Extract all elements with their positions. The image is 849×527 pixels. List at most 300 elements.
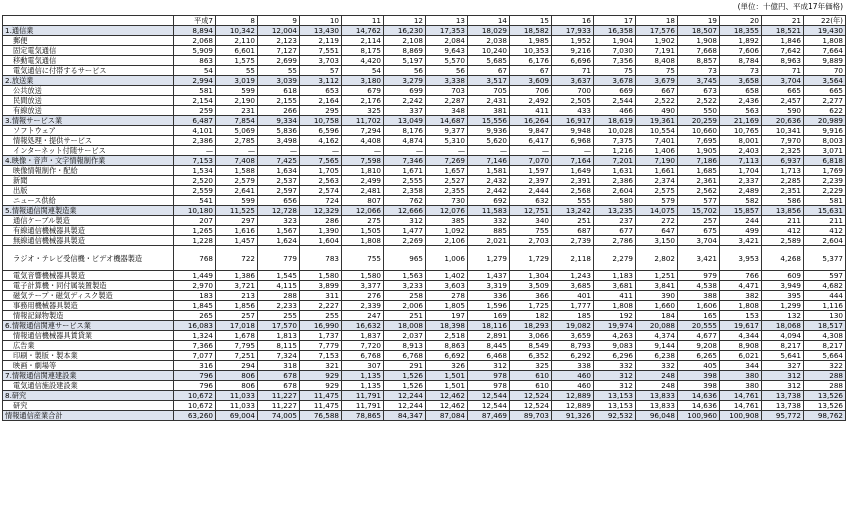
value-cell: 398 xyxy=(678,381,720,391)
value-cell: 1,845 xyxy=(174,301,216,311)
value-cell: 1,808 xyxy=(804,36,846,46)
value-cell: 675 xyxy=(678,226,720,236)
value-cell: 1,616 xyxy=(216,226,258,236)
value-cell: 20,259 xyxy=(678,116,720,126)
value-cell: 1,406 xyxy=(636,146,678,156)
header-year-cell: 15 xyxy=(510,16,552,26)
value-cell: 16,358 xyxy=(594,26,636,36)
value-cell: 9,916 xyxy=(804,126,846,136)
value-cell: 312 xyxy=(594,371,636,381)
value-cell: 332 xyxy=(468,216,510,226)
row-label: 情報通信産業合計 xyxy=(3,411,174,421)
table-row xyxy=(3,56,846,66)
value-cell: 3,112 xyxy=(300,76,342,86)
value-cell: — xyxy=(384,146,426,156)
category-row xyxy=(3,116,846,126)
value-cell: 16,990 xyxy=(300,321,342,331)
value-cell: 12,329 xyxy=(300,206,342,216)
value-cell: — xyxy=(552,146,594,156)
value-cell: 2,403 xyxy=(720,146,762,156)
value-cell: 2,277 xyxy=(804,96,846,106)
value-cell: 692 xyxy=(468,196,510,206)
value-cell: 1,725 xyxy=(510,301,552,311)
value-cell: 312 xyxy=(594,381,636,391)
total-row xyxy=(3,411,846,421)
value-cell: 1,846 xyxy=(762,36,804,46)
value-cell: 12,666 xyxy=(384,206,426,216)
table-row xyxy=(3,301,846,311)
value-cell: 56 xyxy=(426,66,468,76)
value-cell: 325 xyxy=(510,361,552,371)
value-cell: 412 xyxy=(762,226,804,236)
value-cell: 16,083 xyxy=(174,321,216,331)
value-cell: 337 xyxy=(384,106,426,116)
value-cell: 665 xyxy=(804,86,846,96)
row-label: 移動電気通信 xyxy=(3,56,174,66)
value-cell: 13,526 xyxy=(804,391,846,401)
value-cell: 1,299 xyxy=(762,301,804,311)
value-cell: 56 xyxy=(384,66,426,76)
value-cell: 2,492 xyxy=(510,96,552,106)
value-cell: 2,432 xyxy=(468,176,510,186)
value-cell: — xyxy=(468,146,510,156)
header-year-cell: 16 xyxy=(552,16,594,26)
value-cell: 1,534 xyxy=(174,166,216,176)
value-cell: 11,033 xyxy=(216,401,258,411)
value-cell: 9,144 xyxy=(636,341,678,351)
value-cell: 3,679 xyxy=(636,76,678,86)
value-cell: 8,913 xyxy=(384,341,426,351)
value-cell: 398 xyxy=(678,371,720,381)
value-cell: 7,251 xyxy=(216,351,258,361)
value-cell: 1,449 xyxy=(174,271,216,281)
value-cell: 656 xyxy=(258,196,300,206)
value-cell: 3,703 xyxy=(300,56,342,66)
table-row xyxy=(3,36,846,46)
value-cell: 6,296 xyxy=(594,351,636,361)
value-cell: 687 xyxy=(552,226,594,236)
value-cell: 8,963 xyxy=(762,56,804,66)
value-cell: 3,279 xyxy=(384,76,426,86)
value-cell: 237 xyxy=(594,216,636,226)
value-cell: 278 xyxy=(426,291,468,301)
value-cell: 332 xyxy=(594,361,636,371)
value-cell: 12,462 xyxy=(426,401,468,411)
value-cell: 2,339 xyxy=(342,301,384,311)
category-row xyxy=(3,26,846,36)
value-cell: 807 xyxy=(342,196,384,206)
value-cell: 11,583 xyxy=(468,206,510,216)
value-cell: 1,437 xyxy=(468,271,510,281)
value-cell: 7,186 xyxy=(678,156,720,166)
value-cell: 12,524 xyxy=(510,391,552,401)
value-cell: 2,239 xyxy=(804,176,846,186)
value-cell: 13,738 xyxy=(762,391,804,401)
value-cell: 244 xyxy=(720,216,762,226)
value-cell: 10,672 xyxy=(174,401,216,411)
value-cell: 929 xyxy=(300,381,342,391)
value-cell: 541 xyxy=(174,196,216,206)
value-cell: 5,664 xyxy=(804,351,846,361)
value-cell: 2,597 xyxy=(258,186,300,196)
value-cell: 10,672 xyxy=(174,391,216,401)
value-cell: 3,899 xyxy=(300,281,342,291)
row-label: 磁気テープ・磁気ディスク製造 xyxy=(3,291,174,301)
value-cell: 11,475 xyxy=(300,401,342,411)
value-cell: 1,457 xyxy=(216,236,258,246)
table-row xyxy=(3,351,846,361)
value-cell: 632 xyxy=(510,196,552,206)
table-row xyxy=(3,236,846,246)
value-cell: 4,094 xyxy=(762,331,804,341)
value-cell: 2,522 xyxy=(636,96,678,106)
row-label: 有線放送 xyxy=(3,106,174,116)
value-cell: 3,685 xyxy=(552,281,594,291)
value-cell: 2,358 xyxy=(384,186,426,196)
value-cell: 609 xyxy=(762,271,804,281)
value-cell: 5,570 xyxy=(426,56,468,66)
value-cell: 1,729 xyxy=(510,246,552,271)
value-cell: 490 xyxy=(636,106,678,116)
value-cell: 286 xyxy=(300,216,342,226)
value-cell: 7,401 xyxy=(636,136,678,146)
row-label: 情報処理・提供サービス xyxy=(3,136,174,146)
value-cell: 3,637 xyxy=(552,76,594,86)
value-cell: 4,344 xyxy=(720,331,762,341)
value-cell: 2,785 xyxy=(216,136,258,146)
value-cell: 69,004 xyxy=(216,411,258,421)
value-cell: 2,397 xyxy=(510,176,552,186)
value-cell: 1,477 xyxy=(384,226,426,236)
value-cell: 7,642 xyxy=(762,46,804,56)
value-cell: 12,004 xyxy=(258,26,300,36)
value-cell: — xyxy=(216,146,258,156)
value-cell: 7,030 xyxy=(594,46,636,56)
value-cell: 3,498 xyxy=(258,136,300,146)
value-cell: 7,425 xyxy=(258,156,300,166)
value-cell: 14,075 xyxy=(636,206,678,216)
value-cell: 84,347 xyxy=(384,411,426,421)
value-cell: 669 xyxy=(594,86,636,96)
value-cell: 10,180 xyxy=(174,206,216,216)
value-cell: 390 xyxy=(636,291,678,301)
value-cell: 1,713 xyxy=(762,166,804,176)
value-cell: — xyxy=(174,146,216,156)
data-table xyxy=(2,15,846,421)
value-cell: 165 xyxy=(678,311,720,321)
value-cell: 4,115 xyxy=(258,281,300,291)
value-cell: 78,865 xyxy=(342,411,384,421)
table-row xyxy=(3,196,846,206)
value-cell: 13,049 xyxy=(384,116,426,126)
value-cell: 2,994 xyxy=(174,76,216,86)
value-cell: 580 xyxy=(594,196,636,206)
header-year-cell: 21 xyxy=(762,16,804,26)
value-cell: 8,217 xyxy=(804,341,846,351)
value-cell: 2,579 xyxy=(216,176,258,186)
value-cell: — xyxy=(300,146,342,156)
value-cell: 3,509 xyxy=(510,281,552,291)
table-row xyxy=(3,311,846,321)
value-cell: 3,421 xyxy=(720,236,762,246)
table-row xyxy=(3,401,846,411)
value-cell: 678 xyxy=(258,371,300,381)
value-cell: 1,135 xyxy=(342,371,384,381)
value-cell: 11,791 xyxy=(342,401,384,411)
value-cell: 1,304 xyxy=(510,271,552,281)
value-cell: 348 xyxy=(426,106,468,116)
value-cell: 2,229 xyxy=(804,186,846,196)
value-cell: 3,659 xyxy=(552,331,594,341)
value-cell: 2,233 xyxy=(258,301,300,311)
value-cell: 14,636 xyxy=(678,401,720,411)
value-cell: 275 xyxy=(342,216,384,226)
value-cell: 3,019 xyxy=(216,76,258,86)
value-cell: 63,260 xyxy=(174,411,216,421)
row-label: 郵便 xyxy=(3,36,174,46)
value-cell: 1,279 xyxy=(468,246,510,271)
value-cell: 978 xyxy=(468,371,510,381)
value-cell: 6,352 xyxy=(510,351,552,361)
value-cell: 288 xyxy=(804,371,846,381)
value-cell: 11,525 xyxy=(216,206,258,216)
value-cell: 1,678 xyxy=(216,331,258,341)
value-cell: 3,953 xyxy=(720,246,762,271)
value-cell: 6,468 xyxy=(468,351,510,361)
value-cell: 610 xyxy=(510,381,552,391)
value-cell: 73 xyxy=(720,66,762,76)
value-cell: 3,338 xyxy=(426,76,468,86)
value-cell: 2,155 xyxy=(258,96,300,106)
value-cell: 318 xyxy=(258,361,300,371)
value-cell: 7,779 xyxy=(300,341,342,351)
value-cell: 1,580 xyxy=(342,271,384,281)
value-cell: 13,856 xyxy=(762,206,804,216)
value-cell: 11,227 xyxy=(258,391,300,401)
value-cell: 1,526 xyxy=(384,371,426,381)
value-cell: 185 xyxy=(552,311,594,321)
value-cell: 89,703 xyxy=(510,411,552,421)
value-cell: 366 xyxy=(510,291,552,301)
value-cell: 1,737 xyxy=(300,331,342,341)
value-cell: 622 xyxy=(804,106,846,116)
value-cell: 312 xyxy=(762,381,804,391)
value-cell: 1,634 xyxy=(258,166,300,176)
value-cell: 1,604 xyxy=(300,236,342,246)
value-cell: 1,567 xyxy=(258,226,300,236)
value-cell: 257 xyxy=(216,311,258,321)
value-cell: 258 xyxy=(384,291,426,301)
value-cell: 248 xyxy=(636,381,678,391)
value-cell: 2,110 xyxy=(216,36,258,46)
value-cell: 197 xyxy=(426,311,468,321)
value-cell: 297 xyxy=(216,216,258,226)
row-label: 事務用機械器具製造 xyxy=(3,301,174,311)
value-cell: 581 xyxy=(804,196,846,206)
value-cell: 1,505 xyxy=(342,226,384,236)
value-cell: 673 xyxy=(678,86,720,96)
value-cell: 7,146 xyxy=(468,156,510,166)
value-cell: 2,068 xyxy=(174,36,216,46)
value-cell: 311 xyxy=(300,291,342,301)
value-cell: 76,588 xyxy=(300,411,342,421)
value-cell: 7,356 xyxy=(594,56,636,66)
value-cell: 19,082 xyxy=(552,321,594,331)
value-cell: — xyxy=(258,146,300,156)
value-cell: 8,176 xyxy=(384,126,426,136)
value-cell: 2,537 xyxy=(258,176,300,186)
row-label: 2.放送業 xyxy=(3,76,174,86)
value-cell: 4,374 xyxy=(636,331,678,341)
value-cell: 380 xyxy=(720,371,762,381)
value-cell: 9,083 xyxy=(594,341,636,351)
value-cell: 796 xyxy=(174,371,216,381)
value-cell: 13,153 xyxy=(594,401,636,411)
value-cell: 590 xyxy=(762,106,804,116)
value-cell: 1,892 xyxy=(720,36,762,46)
value-cell: 7,668 xyxy=(678,46,720,56)
value-cell: 13,153 xyxy=(594,391,636,401)
value-cell: 7,795 xyxy=(216,341,258,351)
value-cell: 1,606 xyxy=(678,301,720,311)
row-label: 1.通信業 xyxy=(3,26,174,36)
value-cell: 95,772 xyxy=(762,411,804,421)
value-cell: 87,084 xyxy=(426,411,468,421)
value-cell: 10,765 xyxy=(720,126,762,136)
value-cell: 8,445 xyxy=(468,341,510,351)
value-cell: 6,692 xyxy=(426,351,468,361)
value-cell: 130 xyxy=(804,311,846,321)
value-cell: 1,501 xyxy=(426,371,468,381)
value-cell: 1,837 xyxy=(342,331,384,341)
value-cell: 3,319 xyxy=(468,281,510,291)
value-cell: 677 xyxy=(594,226,636,236)
value-cell: 91,326 xyxy=(552,411,594,421)
value-cell: 1,006 xyxy=(426,246,468,271)
value-cell: 4,162 xyxy=(300,136,342,146)
value-cell: 312 xyxy=(384,216,426,226)
value-cell: 1,631 xyxy=(594,166,636,176)
value-cell: 323 xyxy=(258,216,300,226)
value-cell: 8,003 xyxy=(804,136,846,146)
value-cell: 67 xyxy=(510,66,552,76)
value-cell: 2,604 xyxy=(804,236,846,246)
value-cell: 11,475 xyxy=(300,391,342,401)
value-cell: 12,462 xyxy=(426,391,468,401)
row-label: 5.情報通信関連製造業 xyxy=(3,206,174,216)
row-label: 電気通信に付帯するサービス xyxy=(3,66,174,76)
value-cell: 3,180 xyxy=(342,76,384,86)
value-cell: 499 xyxy=(720,226,762,236)
table-row xyxy=(3,246,846,271)
table-row xyxy=(3,341,846,351)
value-cell: 73 xyxy=(678,66,720,76)
value-cell: 6,968 xyxy=(552,136,594,146)
value-cell: 1,563 xyxy=(384,271,426,281)
value-cell: 444 xyxy=(804,291,846,301)
value-cell: 169 xyxy=(468,311,510,321)
value-cell: 1,135 xyxy=(342,381,384,391)
value-cell: 2,575 xyxy=(636,186,678,196)
value-cell: 411 xyxy=(510,106,552,116)
value-cell: 2,123 xyxy=(258,36,300,46)
header-year-cell: 10 xyxy=(300,16,342,26)
value-cell: 1,183 xyxy=(594,271,636,281)
category-row xyxy=(3,321,846,331)
row-label: 4.映像・音声・文字情報制作業 xyxy=(3,156,174,166)
row-label: 無線通信機械器具製造 xyxy=(3,236,174,246)
value-cell: 2,119 xyxy=(300,36,342,46)
value-cell: 2,970 xyxy=(174,281,216,291)
value-cell: 100,908 xyxy=(720,411,762,421)
value-cell: 412 xyxy=(804,226,846,236)
value-cell: 722 xyxy=(216,246,258,271)
value-cell: 597 xyxy=(804,271,846,281)
table-row xyxy=(3,126,846,136)
value-cell: 266 xyxy=(258,106,300,116)
value-cell: 555 xyxy=(552,196,594,206)
header-year-cell: 20 xyxy=(720,16,762,26)
row-label: 民間放送 xyxy=(3,96,174,106)
value-cell: 2,386 xyxy=(594,176,636,186)
value-cell: 1,805 xyxy=(426,301,468,311)
value-cell: 211 xyxy=(804,216,846,226)
value-cell: 4,538 xyxy=(678,281,720,291)
value-cell: 3,704 xyxy=(678,236,720,246)
value-cell: 6,238 xyxy=(636,351,678,361)
value-cell: 70 xyxy=(804,66,846,76)
value-cell: 192 xyxy=(594,311,636,321)
value-cell: 257 xyxy=(678,216,720,226)
value-cell: 5,685 xyxy=(468,56,510,66)
value-cell: 3,949 xyxy=(762,281,804,291)
value-cell: 1,661 xyxy=(636,166,678,176)
value-cell: 705 xyxy=(468,86,510,96)
value-cell: 381 xyxy=(468,106,510,116)
value-cell: 247 xyxy=(342,311,384,321)
value-cell: 7,294 xyxy=(342,126,384,136)
value-cell: 14,762 xyxy=(342,26,384,36)
value-cell: 20,636 xyxy=(762,116,804,126)
header-row xyxy=(3,16,846,26)
value-cell: 2,361 xyxy=(678,176,720,186)
value-cell: 1,324 xyxy=(174,331,216,341)
row-label: 情報記録物製造 xyxy=(3,311,174,321)
value-cell: 388 xyxy=(678,291,720,301)
value-cell: 7,598 xyxy=(342,156,384,166)
header-label-cell xyxy=(3,16,174,26)
value-cell: 929 xyxy=(300,371,342,381)
value-cell: 3,678 xyxy=(594,76,636,86)
value-cell: 2,589 xyxy=(762,236,804,246)
value-cell: 248 xyxy=(636,371,678,381)
value-cell: 2,505 xyxy=(552,96,594,106)
value-cell: 92,532 xyxy=(594,411,636,421)
value-cell: 2,568 xyxy=(552,186,594,196)
value-cell: 699 xyxy=(384,86,426,96)
value-cell: 658 xyxy=(720,86,762,96)
value-cell: 100,960 xyxy=(678,411,720,421)
value-cell: 2,108 xyxy=(384,36,426,46)
value-cell: 1,545 xyxy=(258,271,300,281)
value-cell: 2,641 xyxy=(216,186,258,196)
value-cell: 2,574 xyxy=(300,186,342,196)
row-label: 広告業 xyxy=(3,341,174,351)
value-cell: 2,118 xyxy=(552,246,594,271)
row-label: 有線通信機械器具製造 xyxy=(3,226,174,236)
header-year-cell: 18 xyxy=(636,16,678,26)
value-cell: 7,970 xyxy=(762,136,804,146)
